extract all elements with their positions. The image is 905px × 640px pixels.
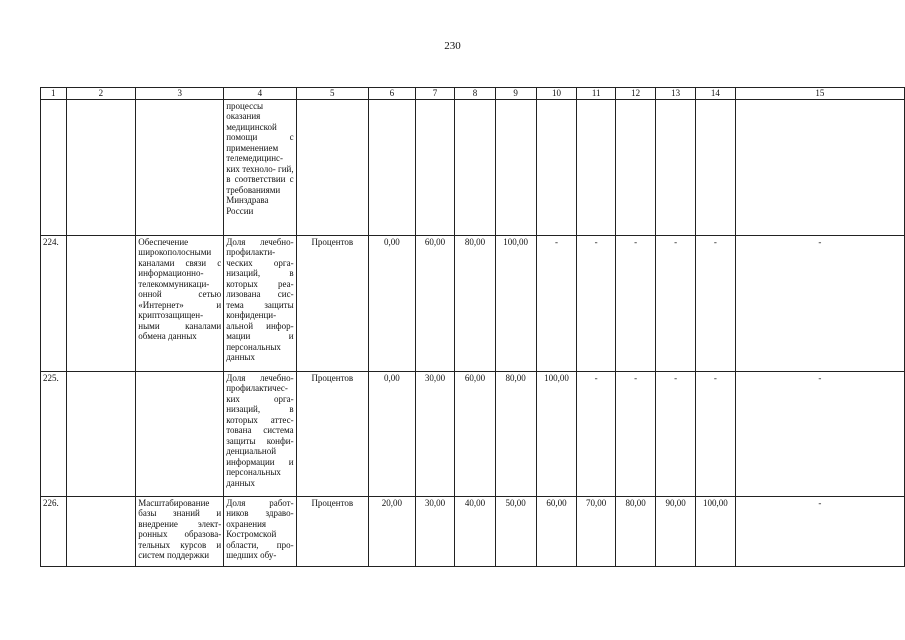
- task-cell: Масштабирование базы знаний и внедрение элект- ронных образова- тельных курсов и систем поддержки: [136, 496, 224, 566]
- value-cell: 0,00: [368, 235, 415, 371]
- header-cell: 7: [415, 88, 455, 100]
- indicator-cell: процессы оказания медицинской помощи с применением телемедицинс- ких техноло- гий, в соответствии с требованиями Минздрава России: [224, 99, 296, 235]
- header-row: [41, 88, 905, 100]
- header-cell: 11: [577, 88, 616, 100]
- header-cell: 6: [368, 88, 415, 100]
- value-cell: -: [656, 235, 696, 371]
- value-cell: [656, 99, 696, 235]
- value-cell: -: [577, 371, 616, 496]
- task-cell: [136, 99, 224, 235]
- value-cell: [415, 99, 455, 235]
- indicator-table: [40, 87, 905, 567]
- value-cell: 100,00: [536, 371, 577, 496]
- table-row: [41, 235, 905, 371]
- value-cell: -: [695, 371, 735, 496]
- task-cell: Обеспечение широкополосными каналами связи с информационно- телекоммуникаци- онной сетью «Интернет» и криптозащищен- ными каналами обмена данных: [136, 235, 224, 371]
- col15-cell: -: [735, 371, 904, 496]
- row-number: [41, 99, 67, 235]
- value-cell: -: [615, 371, 655, 496]
- header-cell: 9: [495, 88, 536, 100]
- header-cell: 2: [66, 88, 136, 100]
- value-cell: 100,00: [495, 235, 536, 371]
- value-cell: 20,00: [368, 496, 415, 566]
- value-cell: [368, 99, 415, 235]
- value-cell: 90,00: [656, 496, 696, 566]
- value-cell: 60,00: [455, 371, 495, 496]
- header-cell: 8: [455, 88, 495, 100]
- header-cell: 12: [615, 88, 655, 100]
- value-cell: -: [577, 235, 616, 371]
- value-cell: -: [656, 371, 696, 496]
- value-cell: [495, 99, 536, 235]
- value-cell: 30,00: [415, 371, 455, 496]
- value-cell: 60,00: [536, 496, 577, 566]
- unit-cell: Процентов: [296, 371, 368, 496]
- group-cell: [66, 235, 136, 371]
- task-cell: [136, 371, 224, 496]
- header-cell: 3: [136, 88, 224, 100]
- header-cell: 15: [735, 88, 904, 100]
- value-cell: 100,00: [695, 496, 735, 566]
- header-cell: 10: [536, 88, 577, 100]
- value-cell: 80,00: [615, 496, 655, 566]
- value-cell: 30,00: [415, 496, 455, 566]
- header-cell: 5: [296, 88, 368, 100]
- value-cell: 50,00: [495, 496, 536, 566]
- value-cell: [577, 99, 616, 235]
- group-cell: [66, 99, 136, 235]
- col15-cell: [735, 99, 904, 235]
- value-cell: [695, 99, 735, 235]
- value-cell: 70,00: [577, 496, 616, 566]
- table-row: [41, 371, 905, 496]
- group-cell: [66, 496, 136, 566]
- value-cell: 60,00: [415, 235, 455, 371]
- header-cell: 14: [695, 88, 735, 100]
- value-cell: 80,00: [455, 235, 495, 371]
- indicator-cell: Доля работ- ников здраво- охранения Костромской области, про- шедших обу-: [224, 496, 296, 566]
- indicator-cell: Доля лечебно- профилактичес- ких орга- низаций, в которых аттес- тована система защиты конфи- денциальной информации и персональных данных: [224, 371, 296, 496]
- value-cell: [615, 99, 655, 235]
- value-cell: 40,00: [455, 496, 495, 566]
- table-row: [41, 99, 905, 235]
- indicator-cell: Доля лечебно- профилакти- ческих орга- низаций, в которых реа- лизована сис- тема защиты конфиденци- альной инфор- мации и персональных данных: [224, 235, 296, 371]
- value-cell: [536, 99, 577, 235]
- unit-cell: Процентов: [296, 496, 368, 566]
- value-cell: 0,00: [368, 371, 415, 496]
- row-number: 226.: [41, 496, 67, 566]
- value-cell: -: [615, 235, 655, 371]
- header-cell: 4: [224, 88, 296, 100]
- value-cell: 80,00: [495, 371, 536, 496]
- row-number: 224.: [41, 235, 67, 371]
- value-cell: [455, 99, 495, 235]
- unit-cell: Процентов: [296, 235, 368, 371]
- header-cell: 13: [656, 88, 696, 100]
- col15-cell: -: [735, 496, 904, 566]
- header-cell: 1: [41, 88, 67, 100]
- col15-cell: -: [735, 235, 904, 371]
- row-number: 225.: [41, 371, 67, 496]
- unit-cell: [296, 99, 368, 235]
- value-cell: -: [695, 235, 735, 371]
- group-cell: [66, 371, 136, 496]
- page-number: 230: [444, 40, 461, 52]
- table-row: [41, 496, 905, 566]
- value-cell: -: [536, 235, 577, 371]
